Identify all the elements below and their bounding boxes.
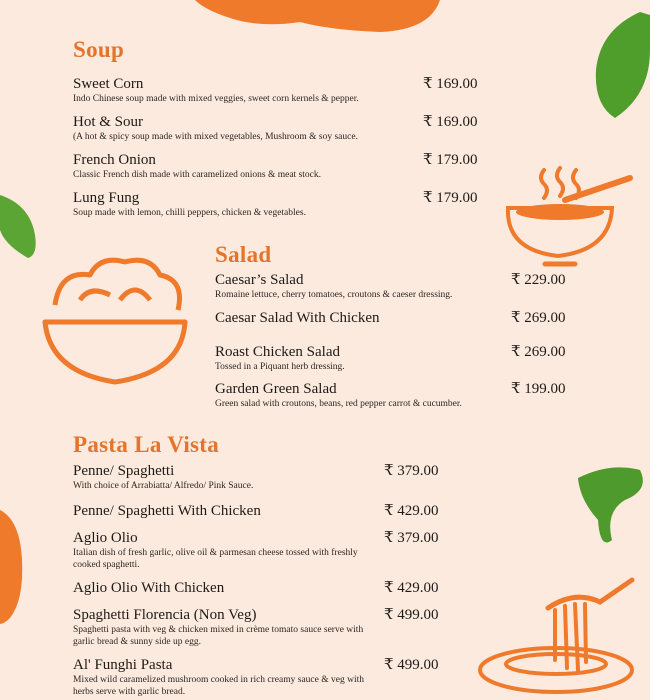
menu-item xyxy=(73,580,224,597)
salad-bowl-icon xyxy=(45,260,185,382)
menu-item xyxy=(73,463,253,492)
item-price: ₹ 429.00 xyxy=(384,580,439,596)
menu-item xyxy=(73,152,321,181)
menu-item xyxy=(73,76,359,105)
menu-item xyxy=(73,114,358,143)
item-price: ₹ 269.00 xyxy=(511,344,566,360)
item-name: Spaghetti Florencia (Non Veg) xyxy=(73,607,257,623)
section-title-salad: Salad xyxy=(215,242,272,267)
item-price: ₹ 379.00 xyxy=(384,530,439,546)
menu-item xyxy=(73,657,373,698)
item-name: Lung Fung xyxy=(73,190,140,206)
menu-item xyxy=(215,272,452,301)
orange-blob-top xyxy=(195,0,440,32)
menu-item xyxy=(73,190,306,219)
menu-item xyxy=(215,344,345,373)
menu-item xyxy=(73,503,261,520)
soup-bowl-icon xyxy=(508,168,630,264)
item-desc: Mixed wild caramelized mushroom cooked in rich creamy sauce & veg with herbs serve with garlic bread. xyxy=(73,675,364,697)
item-price: ₹ 169.00 xyxy=(423,114,478,130)
item-price: ₹ 499.00 xyxy=(384,657,439,673)
item-price: ₹ 199.00 xyxy=(511,381,566,397)
item-price: ₹ 229.00 xyxy=(511,272,566,288)
item-desc: Classic French dish made with caramelized onions & meat stock. xyxy=(73,170,321,180)
menu-item xyxy=(73,530,373,571)
item-price: ₹ 179.00 xyxy=(423,190,478,206)
item-desc: Indo Chinese soup made with mixed veggies, sweet corn kernels & pepper. xyxy=(73,94,359,104)
item-price: ₹ 169.00 xyxy=(423,76,478,92)
item-name: Penne/ Spaghetti xyxy=(73,463,175,479)
orange-blob-left xyxy=(0,510,22,624)
item-price: ₹ 429.00 xyxy=(384,503,439,519)
item-desc: Tossed in a Piquant herb dressing. xyxy=(215,362,345,372)
item-name: Sweet Corn xyxy=(73,76,144,92)
section-title-soup: Soup xyxy=(73,37,125,62)
leaf-top-right xyxy=(596,12,650,118)
item-price: ₹ 499.00 xyxy=(384,607,439,623)
menu-item xyxy=(215,381,462,410)
item-name: Al' Funghi Pasta xyxy=(73,657,173,673)
item-name: Caesar’s Salad xyxy=(215,272,304,288)
leaf-right-middle xyxy=(578,467,643,542)
pasta-bowl-icon xyxy=(480,580,632,692)
item-name: French Onion xyxy=(73,152,156,168)
menu-item xyxy=(215,310,380,327)
menu-item xyxy=(73,607,378,648)
item-price: ₹ 269.00 xyxy=(511,310,566,326)
item-name: Aglio Olio With Chicken xyxy=(73,580,225,596)
item-desc: Romaine lettuce, cherry tomatoes, croutons & caeser dressing. xyxy=(215,290,453,300)
item-desc: Italian dish of fresh garlic, olive oil & parmesan cheese tossed with freshly cooked spaghetti. xyxy=(73,548,358,570)
item-desc: With choice of Arrabiatta/ Alfredo/ Pink Sauce. xyxy=(73,481,254,491)
item-price: ₹ 179.00 xyxy=(423,152,478,168)
item-desc: Spaghetti pasta with veg & chicken mixed in crème tomato sauce serve with garlic bread & sunny side up egg. xyxy=(73,625,364,647)
item-desc: Green salad with croutons, beans, red pepper carrot & cucumber. xyxy=(215,399,462,409)
item-name: Caesar Salad With Chicken xyxy=(215,310,380,326)
item-name: Aglio Olio xyxy=(73,530,138,546)
item-name: Penne/ Spaghetti With Chicken xyxy=(73,503,261,519)
item-name: Hot & Sour xyxy=(73,114,144,130)
item-name: Garden Green Salad xyxy=(215,381,337,397)
section-title-pasta: Pasta La Vista xyxy=(73,432,220,457)
item-name: Roast Chicken Salad xyxy=(215,344,340,360)
item-price: ₹ 379.00 xyxy=(384,463,439,479)
leaf-left xyxy=(0,195,36,258)
item-desc: (A hot & spicy soup made with mixed vegetables, Mushroom & soy sauce. xyxy=(73,132,358,142)
item-desc: Soup made with lemon, chilli peppers, chicken & vegetables. xyxy=(73,208,306,218)
